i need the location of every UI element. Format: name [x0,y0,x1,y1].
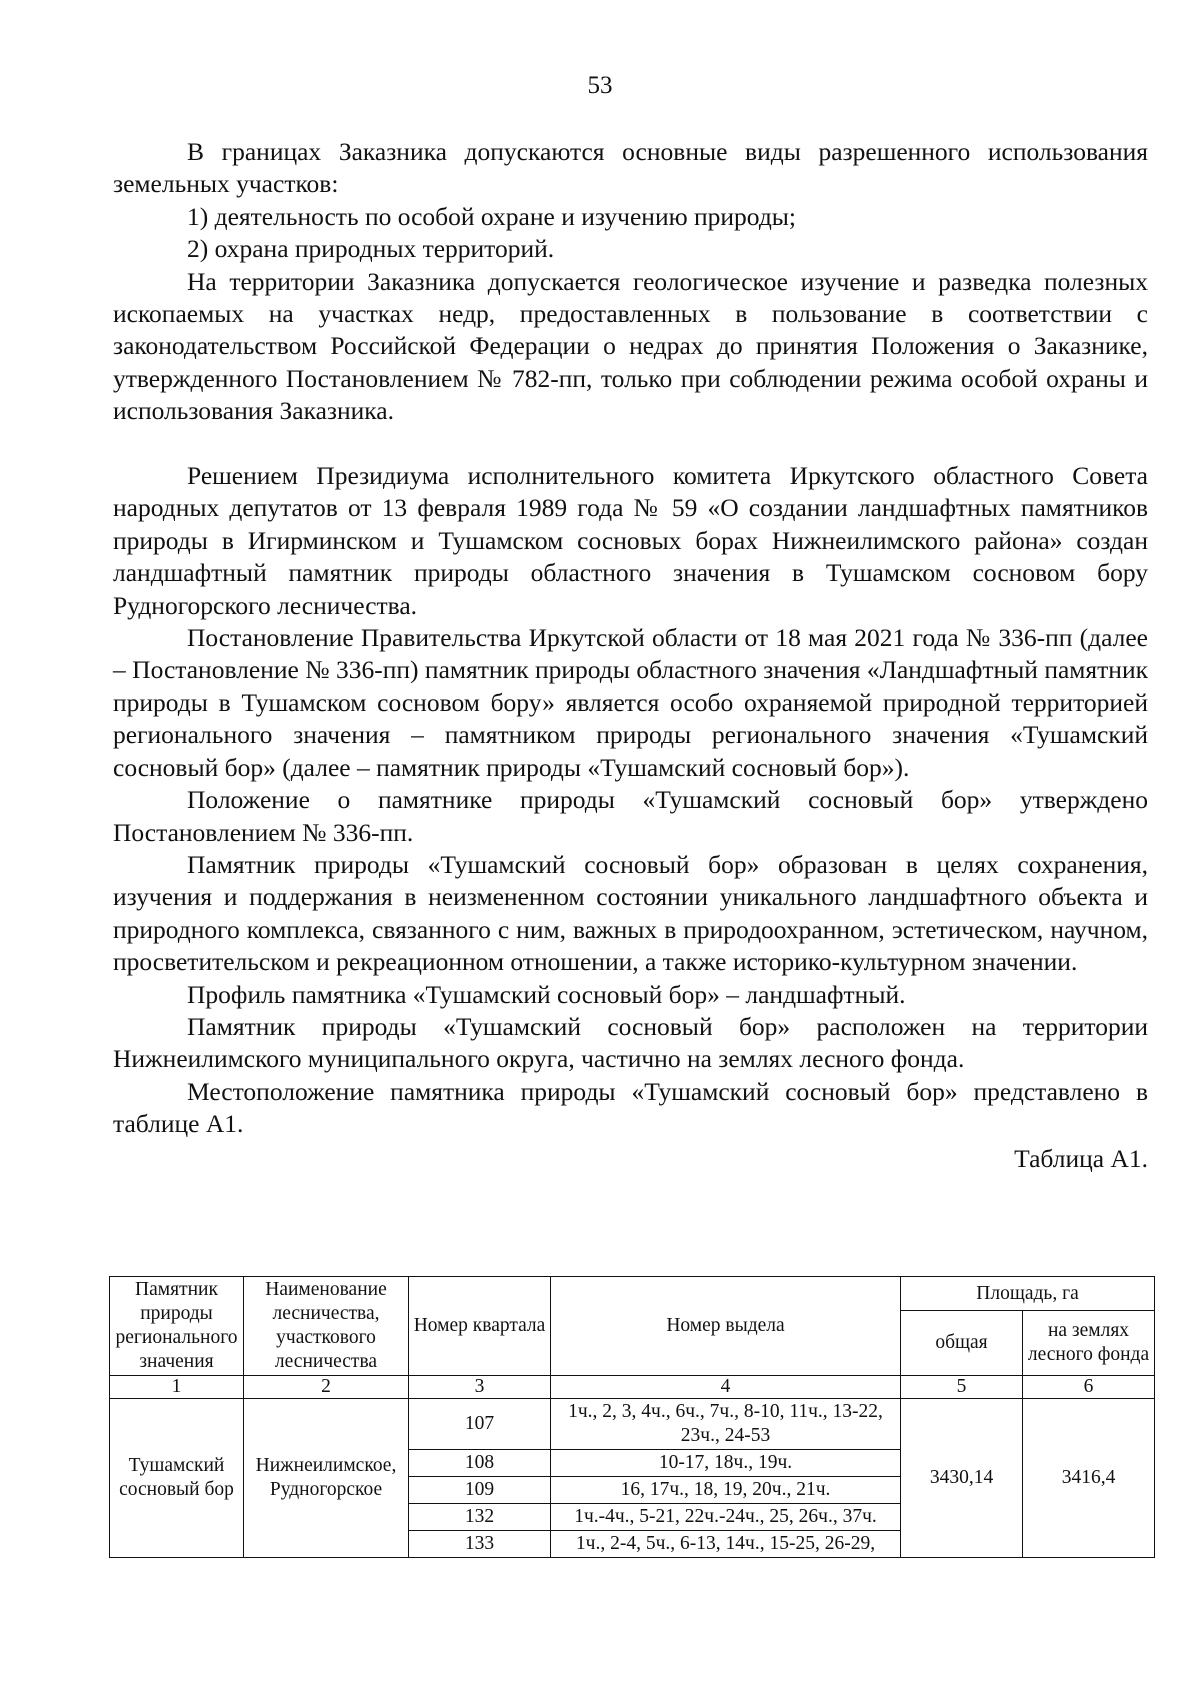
quarter-cell: 108 [409,1450,551,1477]
paragraph: 2) охрана природных территорий. [187,234,555,264]
paragraph: Положение о памятнике природы «Тушамский сосновый бор» утверждено Постановлением № 336-пп. [113,785,1148,847]
paragraph: Профиль памятника «Тушамский сосновый бор» – ландшафтный. [187,979,906,1009]
header-plots: Номер выдела [551,1277,901,1376]
table-caption: Таблица А1. [1014,1143,1148,1173]
paragraph: 1) деятельность по особой охране и изучению природы; [187,201,797,231]
plots-cell: 10-17, 18ч., 19ч. [551,1450,901,1477]
area-total-cell: 3430,14 [901,1399,1023,1558]
quarter-cell: 132 [409,1504,551,1531]
plots-cell: 16, 17ч., 18, 19, 20ч., 21ч. [551,1477,901,1504]
column-number: 4 [551,1376,901,1399]
monument-cell: Тушамский сосновый бор [110,1399,244,1558]
header-quarter: Номер квартала [409,1277,551,1376]
paragraph: Местоположение памятника природы «Тушамский сосновый бор» представлено в таблице А1. [113,1076,1148,1139]
page-number: 53 [587,72,613,99]
header-area-total: общая [901,1311,1023,1376]
plots-cell: 1ч., 2, 3, 4ч., 6ч., 7ч., 8-10, 11ч., 13-22, 23ч., 24-53 [551,1399,901,1450]
quarter-cell: 133 [409,1531,551,1558]
paragraph: На территории Заказника допускается геологическое изучение и разведка полезных ископаемых на участках недр, предоставленных в пользование в соответствии с законодательством Российской Федерации о недрах до принятия Положения о Заказнике, утвержденного Постановлением № 782-пп, только при соблюдении режима особой охраны и использования Заказника. [113,266,1148,426]
area-forest-cell: 3416,4 [1023,1399,1155,1558]
header-forestry: Наименование лесничества, участкового лесничества [244,1277,409,1376]
header-area-group: Площадь, га [901,1277,1155,1311]
header-area-forest: на землях лесного фонда [1023,1311,1155,1376]
quarter-cell: 107 [409,1399,551,1450]
column-number: 5 [901,1376,1023,1399]
table-row [110,1399,1155,1450]
header-monument: Памятник природы регионального значения [110,1277,244,1376]
location-table [109,1276,1154,1558]
quarter-cell: 109 [409,1477,551,1504]
column-number: 2 [244,1376,409,1399]
column-number: 6 [1023,1376,1155,1399]
plots-cell: 1ч., 2-4, 5ч., 6-13, 14ч., 15-25, 26-29, [551,1531,901,1558]
column-number: 1 [110,1376,244,1399]
column-number: 3 [409,1376,551,1399]
paragraph: В границах Заказника допускаются основные виды разрешенного использования земельных участков: [113,137,1148,199]
paragraph: Памятник природы «Тушамский сосновый бор» образован в целях сохранения, изучения и поддержания в неизмененном состоянии уникального ландшафтного объекта и природного комплекса, связанного с ним, важных в природоохранном, эстетическом, научном, просветительском и рекреационном отношении, а также историко-культурном значении. [113,849,1148,977]
plots-cell: 1ч.-4ч., 5-21, 22ч.-24ч., 25, 26ч., 37ч. [551,1504,901,1531]
paragraph: Памятник природы «Тушамский сосновый бор» расположен на территории Нижнеилимского муниципального округа, частично на землях лесного фонда. [113,1011,1148,1074]
forestry-cell: Нижнеилимское, Рудногорское [244,1399,409,1558]
body-text [113,136,1148,1175]
paragraph: Решением Президиума исполнительного комитета Иркутского областного Совета народных депутатов от 13 февраля 1989 года № 59 «О создании ландшафтных памятников природы в Игирминском и Тушамском сосновых борах Нижнеилимского района» создан ландшафтный памятник природы областного значения в Тушамском сосновом бору Рудногорского лесничества. [113,461,1148,620]
paragraph: Постановление Правительства Иркутской области от 18 мая 2021 года № 336-пп (далее – Постановление № 336-пп) памятник природы областного значения «Ландшафтный памятник природы в Тушамском сосновом бору» является особо охраняемой природной территорией регионального значения – памятником природы регионального значения «Тушамский сосновый бор» (далее – памятник природы «Тушамский сосновый бор»). [113,623,1148,782]
